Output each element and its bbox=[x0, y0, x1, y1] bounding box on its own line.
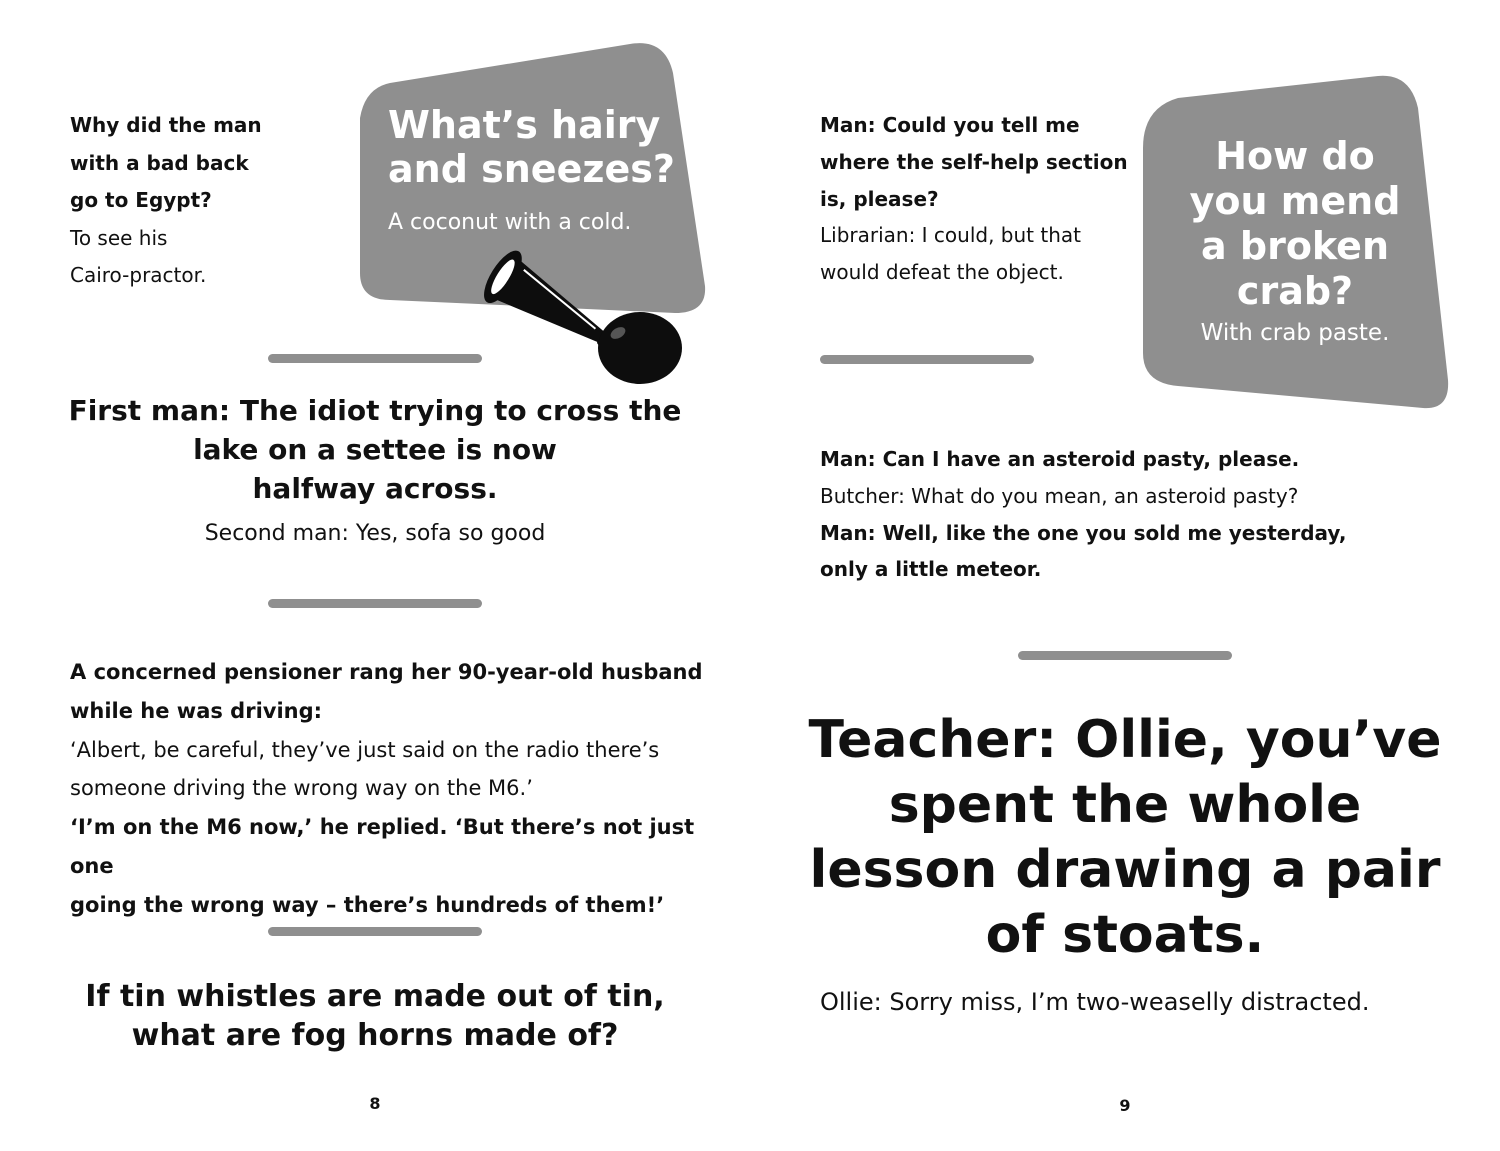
bubble-hairy-question-line: What’s hairy bbox=[388, 103, 661, 147]
joke-stoats-question-line: lesson drawing a pair bbox=[809, 840, 1441, 900]
joke-settee-question-line: First man: The idiot trying to cross the bbox=[68, 394, 682, 427]
joke-library-question-line: is, please? bbox=[820, 186, 939, 211]
joke-stoats-answer: Ollie: Sorry miss, I’m two-weaselly distracted. bbox=[820, 988, 1370, 1016]
section-divider bbox=[268, 927, 482, 936]
joke-library-answer-line: would defeat the object. bbox=[820, 260, 1064, 285]
joke-settee-question-line: lake on a settee is now bbox=[193, 433, 557, 466]
joke-pensioner-line: while he was driving: bbox=[70, 698, 323, 723]
joke-asteroid-line: only a little meteor. bbox=[820, 557, 1042, 582]
joke-stoats-question-line: spent the whole bbox=[888, 775, 1362, 835]
bubble-crab-question-line: a broken bbox=[1201, 224, 1389, 268]
section-divider bbox=[268, 354, 482, 363]
bubble-crab-question-line: crab? bbox=[1236, 269, 1354, 313]
joke-asteroid bbox=[820, 441, 1440, 588]
joke-pensioner-line: ‘I’m on the M6 now,’ he replied. ‘But there’s not just one bbox=[70, 815, 695, 878]
joke-egypt bbox=[70, 107, 350, 295]
joke-pensioner-line: A concerned pensioner rang her 90-year-old husband bbox=[70, 660, 703, 684]
joke-library-answer-line: Librarian: I could, but that bbox=[820, 223, 1081, 248]
bubble-hairy-answer: A coconut with a cold. bbox=[388, 210, 632, 235]
page-number: 9 bbox=[1119, 1096, 1131, 1115]
joke-pensioner bbox=[70, 653, 740, 925]
joke-pensioner-line: ‘Albert, be careful, they’ve just said on the radio there’s bbox=[70, 737, 660, 762]
section-divider bbox=[820, 355, 1034, 364]
joke-egypt-question-line: with a bad back bbox=[70, 150, 249, 175]
joke-stoats-question-line: of stoats. bbox=[985, 905, 1265, 965]
joke-egypt-answer-line: To see his bbox=[70, 225, 168, 250]
joke-pensioner-line: someone driving the wrong way on the M6.’ bbox=[70, 776, 533, 801]
joke-tin-question-line: If tin whistles are made out of tin, bbox=[85, 979, 665, 1014]
page-number: 8 bbox=[369, 1094, 381, 1113]
joke-library bbox=[820, 107, 1140, 291]
joke-settee-answer: Second man: Yes, sofa so good bbox=[204, 521, 546, 546]
joke-egypt-answer-line: Cairo-practor. bbox=[70, 263, 207, 287]
joke-asteroid-line: Butcher: What do you mean, an asteroid pasty? bbox=[820, 483, 1299, 508]
bubble-hairy-question bbox=[388, 103, 708, 191]
joke-stoats-question-line: Teacher: Ollie, you’ve bbox=[808, 710, 1442, 770]
joke-library-question-line: Man: Could you tell me bbox=[820, 113, 1080, 137]
bubble-crab-question bbox=[1155, 134, 1435, 314]
joke-settee-question bbox=[30, 391, 720, 508]
joke-library-question-line: where the self-help section bbox=[820, 149, 1128, 174]
joke-asteroid-line: Man: Can I have an asteroid pasty, please. bbox=[820, 447, 1300, 471]
joke-asteroid-line: Man: Well, like the one you sold me yesterday, bbox=[820, 520, 1347, 545]
section-divider bbox=[1018, 651, 1232, 660]
joke-tin-question bbox=[30, 977, 720, 1055]
joke-egypt-question-line: Why did the man bbox=[70, 113, 262, 137]
joke-egypt-question-line: go to Egypt? bbox=[70, 188, 212, 212]
joke-settee-question-line: halfway across. bbox=[252, 472, 498, 505]
joke-tin-question-line: what are fog horns made of? bbox=[131, 1018, 619, 1053]
joke-stoats-question bbox=[770, 708, 1480, 968]
fog-horn-icon bbox=[468, 245, 688, 390]
bubble-crab-question-line: you mend bbox=[1189, 179, 1401, 223]
bubble-crab-answer: With crab paste. bbox=[1200, 320, 1390, 346]
section-divider bbox=[268, 599, 482, 608]
right-page bbox=[750, 0, 1500, 1151]
bubble-crab-question-line: How do bbox=[1215, 134, 1375, 178]
bubble-hairy-question-line: and sneezes? bbox=[388, 147, 675, 191]
joke-pensioner-line: going the wrong way – there’s hundreds of them!’ bbox=[70, 892, 665, 917]
